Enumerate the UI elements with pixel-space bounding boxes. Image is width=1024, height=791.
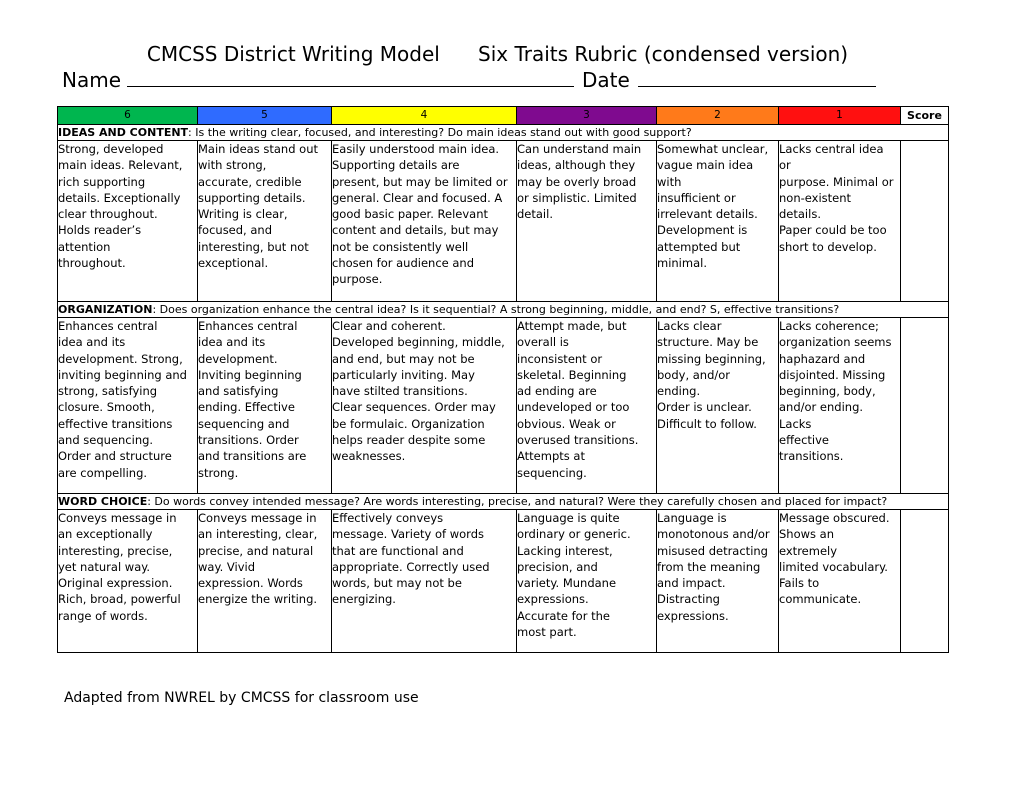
- descriptor-line: insufficient or: [657, 190, 736, 205]
- descriptor-line: inviting beginning and: [58, 367, 187, 382]
- trait-question: [58, 125, 949, 141]
- descriptor-line: not be consistently well: [332, 239, 469, 254]
- descriptor-line: ending.: [657, 384, 701, 399]
- descriptor-line: sequencing and: [198, 416, 290, 431]
- descriptor-line: that are functional and: [332, 543, 464, 558]
- descriptor-line: Easily understood main idea.: [332, 142, 500, 156]
- descriptor-line: communicate.: [779, 592, 862, 607]
- descriptor-line: disjointed. Missing: [779, 367, 886, 382]
- descriptor-line: details. Exceptionally: [58, 190, 181, 205]
- descriptor-line: and/or ending.: [779, 400, 864, 415]
- descriptor-line: ad ending are: [517, 384, 597, 399]
- descriptor-line: Holds reader’s: [58, 223, 142, 238]
- score-header-2: 2: [657, 107, 779, 125]
- descriptor-line: Original expression.: [58, 576, 173, 591]
- trait-question: [58, 302, 949, 318]
- descriptor-line: or: [779, 158, 791, 173]
- trait-question-text: : Do words convey intended message? Are words interesting, precise, and natural? Were they carefully chosen and placed for impact?: [147, 495, 888, 508]
- descriptor-line: transitions. Order: [198, 433, 299, 448]
- descriptor-line: expressions.: [517, 592, 589, 607]
- descriptor-line: Effectively conveys: [332, 511, 444, 525]
- score-header-5: 5: [198, 107, 332, 125]
- trait-name: WORD CHOICE: [58, 495, 148, 508]
- descriptor-line: particularly inviting. May: [332, 367, 475, 382]
- descriptor-line: Lacking interest,: [517, 543, 613, 558]
- descriptor-line: Lacks: [779, 416, 812, 431]
- descriptor-line: focused, and: [198, 223, 273, 238]
- descriptor-line: Can understand main: [517, 142, 642, 156]
- descriptor-line: Distracting: [657, 592, 720, 607]
- descriptor-line: purpose.: [332, 272, 383, 287]
- score-column-header: Score: [901, 107, 949, 125]
- descriptor-line: range of words.: [58, 608, 148, 623]
- score-header-4: 4: [332, 107, 517, 125]
- descriptor-line: undeveloped or too: [517, 400, 630, 415]
- descriptor-line: general. Clear and focused. A: [332, 190, 503, 205]
- descriptor-line: effective: [779, 433, 829, 448]
- descriptor-line: good basic paper. Relevant: [332, 207, 489, 222]
- descriptor-line: appropriate. Correctly used: [332, 559, 490, 574]
- trait-header-word-choice: [58, 494, 949, 510]
- descriptor-line: attempted but: [657, 239, 741, 254]
- trait-header-organization: [58, 302, 949, 318]
- descriptor-line: Fails to: [779, 576, 820, 591]
- descriptor-line: Strong, developed: [58, 142, 164, 156]
- descriptor-line: and sequencing.: [58, 433, 154, 448]
- descriptor-line: Supporting details are: [332, 158, 460, 173]
- descriptor-line: Conveys message in: [198, 511, 317, 525]
- descriptor-line: Accurate for the: [517, 608, 610, 623]
- descriptor-line: Clear and coherent.: [332, 319, 446, 333]
- descriptor-line: Rich, broad, powerful: [58, 592, 181, 607]
- descriptor-cell: [198, 510, 332, 653]
- descriptor-line: Attempts at: [517, 449, 585, 464]
- descriptor-cell: [517, 318, 657, 494]
- descriptor-line: Message obscured.: [779, 511, 890, 525]
- descriptor-line: yet natural way.: [58, 559, 151, 574]
- descriptor-line: and end, but may not be: [332, 351, 475, 366]
- descriptor-line: short to develop.: [779, 239, 877, 254]
- descriptor-line: Enhances central: [198, 319, 298, 333]
- descriptor-line: body, and/or: [657, 367, 731, 382]
- name-label: Name: [62, 68, 122, 92]
- descriptor-line: Difficult to follow.: [657, 416, 757, 431]
- descriptor-line: strong.: [198, 465, 239, 480]
- descriptor-line: supporting details.: [198, 190, 306, 205]
- descriptor-line: are compelling.: [58, 465, 148, 480]
- descriptor-line: energize the writing.: [198, 592, 318, 607]
- descriptor-line: details.: [779, 207, 821, 222]
- descriptor-line: development.: [198, 351, 278, 366]
- descriptor-line: variety. Mundane: [517, 576, 617, 591]
- descriptor-line: effective transitions: [58, 416, 173, 431]
- descriptor-cell: [58, 318, 198, 494]
- descriptor-line: missing beginning,: [657, 351, 766, 366]
- descriptor-line: inconsistent or: [517, 351, 603, 366]
- descriptor-line: with: [657, 174, 682, 189]
- trait-question: [58, 494, 949, 510]
- descriptor-line: organization seems: [779, 335, 892, 350]
- descriptor-line: Enhances central: [58, 319, 158, 333]
- trait-question-text: : Is the writing clear, focused, and interesting? Do main ideas stand out with good support?: [188, 126, 692, 139]
- descriptor-cell: [517, 510, 657, 653]
- descriptor-line: Developed beginning, middle,: [332, 335, 505, 350]
- descriptor-line: be formulaic. Organization: [332, 416, 485, 431]
- descriptor-line: Development is: [657, 223, 748, 238]
- score-entry-word-choice[interactable]: [901, 510, 949, 653]
- descriptor-line: Shows an: [779, 527, 835, 542]
- descriptor-line: beginning, body,: [779, 384, 876, 399]
- descriptor-line: structure. May be: [657, 335, 759, 350]
- descriptor-line: weaknesses.: [332, 449, 406, 464]
- descriptor-line: strong, satisfying: [58, 384, 158, 399]
- name-date-line: [62, 67, 962, 93]
- descriptor-line: Lacks coherence;: [779, 319, 879, 333]
- descriptor-line: Order and structure: [58, 449, 172, 464]
- descriptor-cell: [198, 141, 332, 302]
- descriptor-line: Attempt made, but: [517, 319, 627, 333]
- score-header-3: 3: [517, 107, 657, 125]
- descriptor-line: development. Strong,: [58, 351, 183, 366]
- descriptor-line: have stilted transitions.: [332, 384, 468, 399]
- descriptor-line: chosen for audience and: [332, 256, 475, 271]
- descriptor-line: from the meaning: [657, 559, 761, 574]
- date-blank[interactable]: [638, 68, 876, 87]
- name-blank[interactable]: [127, 68, 574, 87]
- descriptor-cell: [332, 510, 517, 653]
- descriptor-line: may be overly broad: [517, 174, 637, 189]
- descriptor-line: Somewhat unclear,: [657, 142, 769, 156]
- descriptor-line: detail.: [517, 207, 553, 222]
- page-title: CMCSS District Writing Model Six Traits Rubric (condensed version): [146, 42, 849, 66]
- descriptor-line: monotonous and/or: [657, 527, 770, 542]
- descriptor-cell: [657, 510, 779, 653]
- descriptor-line: idea and its: [198, 335, 266, 350]
- descriptor-line: most part.: [517, 625, 577, 640]
- descriptor-line: idea and its: [58, 335, 126, 350]
- descriptor-line: purpose. Minimal or: [779, 174, 894, 189]
- descriptor-line: Order is unclear.: [657, 400, 752, 415]
- descriptor-cell: [657, 141, 779, 302]
- descriptor-line: transitions.: [779, 449, 844, 464]
- descriptor-line: message. Variety of words: [332, 527, 484, 542]
- descriptor-line: extremely: [779, 543, 838, 558]
- descriptor-cell: [657, 318, 779, 494]
- descriptor-cell: [332, 141, 517, 302]
- score-header-6: 6: [58, 107, 198, 125]
- descriptor-line: helps reader despite some: [332, 433, 486, 448]
- descriptor-line: Clear sequences. Order may: [332, 400, 496, 415]
- descriptor-line: words, but may not be: [332, 576, 462, 591]
- descriptor-line: content and details, but may: [332, 223, 499, 238]
- trait-name: IDEAS AND CONTENT: [58, 126, 189, 139]
- descriptor-line: limited vocabulary.: [779, 559, 888, 574]
- descriptor-line: ideas, although they: [517, 158, 636, 173]
- descriptor-line: Language is: [657, 511, 727, 525]
- descriptor-line: throughout.: [58, 256, 126, 271]
- descriptor-line: and transitions are: [198, 449, 307, 464]
- trait-descriptors-word-choice: [58, 510, 949, 653]
- trait-descriptors-ideas: [58, 141, 949, 302]
- descriptor-line: exceptional.: [198, 256, 269, 271]
- descriptor-line: Language is quite: [517, 511, 620, 525]
- descriptor-line: Writing is clear,: [198, 207, 288, 222]
- descriptor-line: Paper could be too: [779, 223, 887, 238]
- trait-name: ORGANIZATION: [58, 303, 153, 316]
- descriptor-line: misused detracting: [657, 543, 768, 558]
- descriptor-line: sequencing.: [517, 465, 587, 480]
- descriptor-line: an exceptionally: [58, 527, 153, 542]
- descriptor-line: non-existent: [779, 190, 852, 205]
- score-entry-organization[interactable]: [901, 318, 949, 494]
- descriptor-line: overall is: [517, 335, 569, 350]
- descriptor-line: energizing.: [332, 592, 396, 607]
- descriptor-line: or simplistic. Limited: [517, 190, 637, 205]
- descriptor-line: Inviting beginning: [198, 367, 302, 382]
- descriptor-line: precise, and natural: [198, 543, 314, 558]
- descriptor-line: expressions.: [657, 608, 729, 623]
- trait-descriptors-organization: [58, 318, 949, 494]
- descriptor-line: haphazard and: [779, 351, 866, 366]
- descriptor-line: closure. Smooth,: [58, 400, 155, 415]
- descriptor-line: interesting, precise,: [58, 543, 173, 558]
- descriptor-line: precision, and: [517, 559, 598, 574]
- descriptor-line: and satisfying: [198, 384, 279, 399]
- descriptor-cell: [198, 318, 332, 494]
- score-entry-ideas[interactable]: [901, 141, 949, 302]
- descriptor-line: main ideas. Relevant,: [58, 158, 183, 173]
- descriptor-line: way. Vivid: [198, 559, 256, 574]
- descriptor-line: Lacks central idea: [779, 142, 884, 156]
- descriptor-line: ending. Effective: [198, 400, 295, 415]
- descriptor-line: overused transitions.: [517, 433, 639, 448]
- date-label: Date: [582, 68, 630, 92]
- score-header-row: [58, 107, 949, 125]
- descriptor-cell: [779, 510, 901, 653]
- descriptor-cell: [517, 141, 657, 302]
- descriptor-cell: [58, 510, 198, 653]
- descriptor-line: and impact.: [657, 576, 726, 591]
- descriptor-line: irrelevant details.: [657, 207, 758, 222]
- descriptor-line: Lacks clear: [657, 319, 722, 333]
- rubric-table: [57, 106, 949, 653]
- descriptor-line: expression. Words: [198, 576, 303, 591]
- descriptor-line: obvious. Weak or: [517, 416, 616, 431]
- descriptor-line: vague main idea: [657, 158, 754, 173]
- descriptor-line: accurate, credible: [198, 174, 302, 189]
- descriptor-line: ordinary or generic.: [517, 527, 631, 542]
- descriptor-cell: [332, 318, 517, 494]
- trait-header-ideas: [58, 125, 949, 141]
- descriptor-line: present, but may be limited or: [332, 174, 508, 189]
- descriptor-cell: [779, 318, 901, 494]
- descriptor-line: clear throughout.: [58, 207, 158, 222]
- descriptor-line: Conveys message in: [58, 511, 177, 525]
- descriptor-line: interesting, but not: [198, 239, 309, 254]
- descriptor-cell: [779, 141, 901, 302]
- descriptor-line: skeletal. Beginning: [517, 367, 627, 382]
- descriptor-line: rich supporting: [58, 174, 146, 189]
- descriptor-line: with strong,: [198, 158, 267, 173]
- descriptor-cell: [58, 141, 198, 302]
- attribution-footer: Adapted from NWREL by CMCSS for classroom use: [64, 690, 419, 706]
- descriptor-line: an interesting, clear,: [198, 527, 318, 542]
- score-header-1: 1: [779, 107, 901, 125]
- trait-question-text: : Does organization enhance the central idea? Is it sequential? A strong beginning, middle, and end? S, effective transitions?: [152, 303, 840, 316]
- descriptor-line: attention: [58, 239, 111, 254]
- descriptor-line: minimal.: [657, 256, 707, 271]
- descriptor-line: Main ideas stand out: [198, 142, 318, 156]
